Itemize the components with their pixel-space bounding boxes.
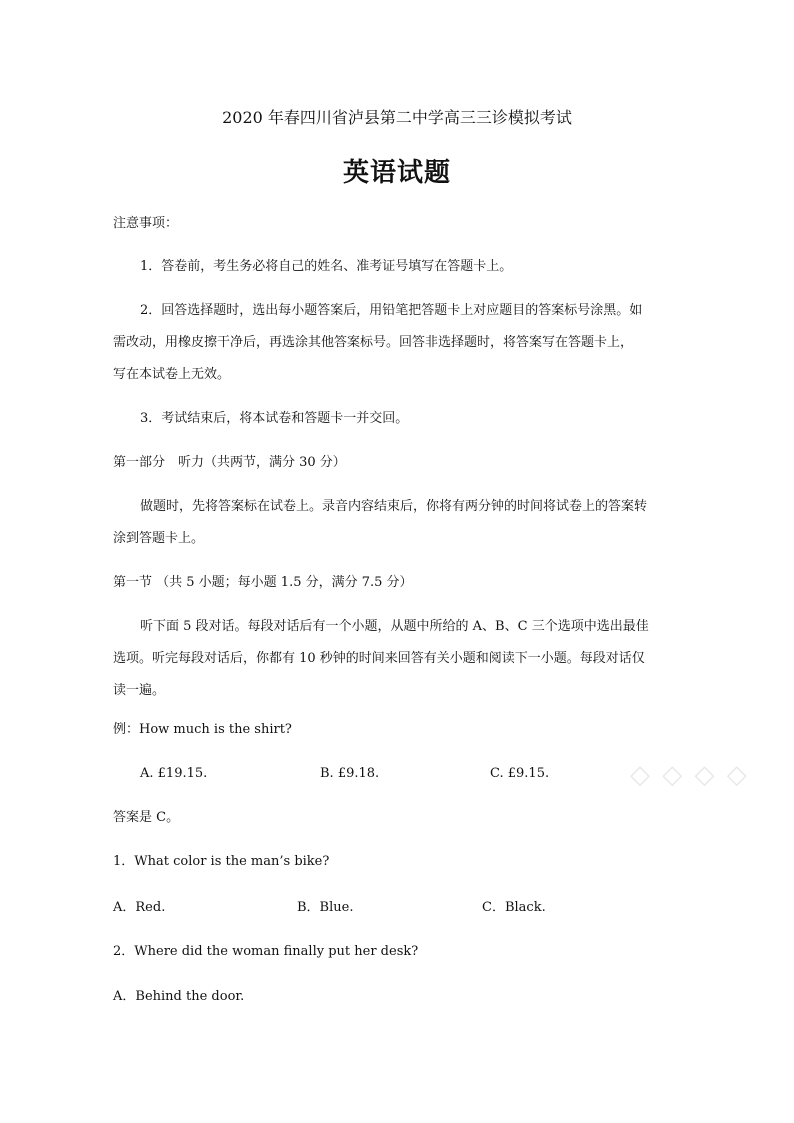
notice-item-2-line-2: 需改动，用橡皮擦干净后，再选涂其他答案标号。回答非选择题时，将答案写在答题卡上， — [113, 335, 634, 350]
section1-instruction-line-1: 听下面 5 段对话。每段对话后有一个小题，从题中所给的 A、B、C 三个选项中选出最佳 — [140, 619, 649, 634]
watermark-logo: ◇ ◇ ◇ ◇ — [630, 760, 749, 790]
section1-instruction-line-3: 读一遍。 — [113, 683, 166, 698]
example-question: 例：How much is the shirt? — [113, 722, 292, 737]
part1-instruction-line-1: 做题时，先将答案标在试卷上。录音内容结束后，你将有两分钟的时间将试卷上的答案转 — [140, 499, 648, 514]
example-option-b: B. £9.18. — [320, 766, 380, 781]
section1-instruction-line-2: 选项。听完每段对话后，你都有 10 秒钟的时间来回答有关小题和阅读下一小题。每段对话仅 — [113, 651, 645, 666]
subject-title: 英语试题 — [342, 158, 451, 188]
part1-heading: 第一部分 听力（共两节，满分 30 分） — [113, 455, 346, 470]
question-1-option-c: C．Black. — [482, 900, 546, 915]
part1-instruction-line-2: 涂到答题卡上。 — [113, 531, 205, 546]
notice-item-2-line-1: 2．回答选择题时，选出每小题答案后，用铅笔把答题卡上对应题目的答案标号涂黑。如 — [140, 303, 643, 318]
example-answer: 答案是 C。 — [113, 810, 180, 825]
notice-item-2-line-3: 写在本试卷上无效。 — [113, 367, 231, 382]
exam-title: 2020 年春四川省泸县第二中学高三三诊模拟考试 — [222, 108, 572, 127]
question-1-option-a: A．Red. — [113, 900, 166, 915]
question-2-option-a: A．Behind the door. — [113, 989, 245, 1004]
example-option-a: A. £19.15. — [140, 766, 208, 781]
notice-heading: 注意事项： — [113, 216, 179, 231]
question-2: 2．Where did the woman finally put her desk? — [113, 944, 419, 959]
section1-heading: 第一节 （共 5 小题；每小题 1.5 分，满分 7.5 分） — [113, 575, 413, 590]
notice-item-3: 3．考试结束后，将本试卷和答题卡一并交回。 — [140, 411, 409, 426]
question-1-option-b: B．Blue. — [297, 900, 354, 915]
question-1: 1．What color is the man’s bike? — [113, 854, 330, 869]
notice-item-1: 1．答卷前，考生务必将自己的姓名、准考证号填写在答题卡上。 — [140, 259, 513, 274]
example-option-c: C. £9.15. — [490, 766, 550, 781]
